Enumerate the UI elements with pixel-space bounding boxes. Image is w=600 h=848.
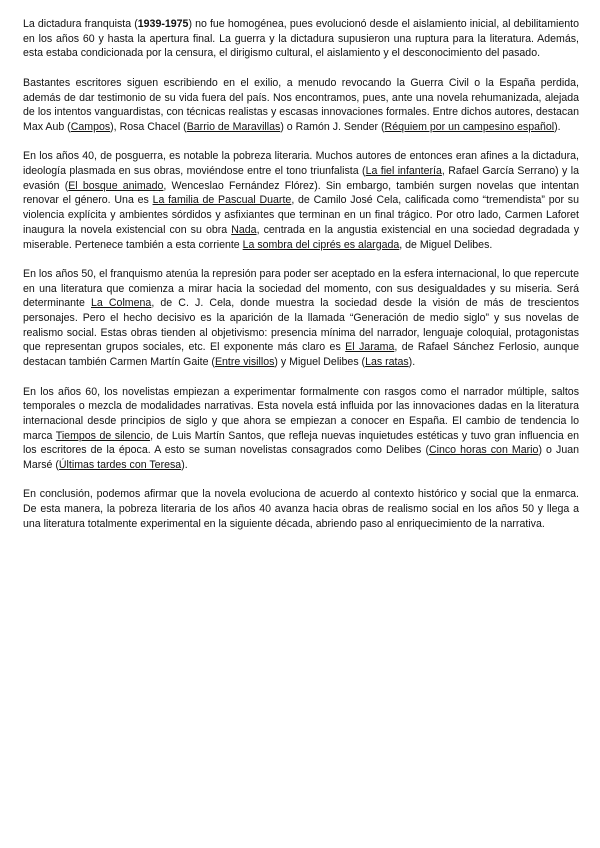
text-run: , Wenceslao Fernández Flórez). Sin embargo, también surgen novelas que intentan renovar el género. Una es [23,179,579,207]
text-run: , de C. J. Cela, donde muestra la sociedad desde la visión de más de trescientos personajes. Pero el hecho decisivo es la aparición de la llamada “Generación de medio siglo” y sus novelas de realismo social. Estas obras tienden al objetivismo: presencia mínima del narrador, lenguaje coloquial, protagonistas que representan grupos sociales, etc. El exponente más claro es [23,297,580,354]
paragraph-50s [23,267,579,370]
paragraph-conclusion [23,487,579,531]
text-run: La dictadura franquista ( [23,18,138,30]
paragraph-intro [23,17,579,61]
book-title: Tiempos de silencio [55,429,151,442]
text-run: , de Rafael Sánchez Ferlosio, aunque destacan también Carmen Martín Gaite ( [23,341,579,369]
bold-dates: 1939-1975 [137,18,189,30]
book-title: Entre visillos [214,356,275,369]
book-title: Últimas tardes con Teresa [58,459,182,472]
book-title: Las ratas [365,356,409,369]
text-run: , de Luis Martín Santos, que refleja nuevas inquietudes estéticas y tuvo gran influencia en los escritores de la época. A esto se suman novelistas consagrados como Delibes ( [23,429,579,457]
text-run: , de Camilo José Cela, calificada como “tremendista” por su violencia explícita y ambientes sórdidos y asfixiantes que terminan en un final trágico. Por otro lado, Carmen Laforet inaugura la novela existencial con su obra [23,194,579,236]
text-run: ) o Juan Marsé ( [23,444,580,472]
document-page [23,17,579,546]
book-title: Barrio de Maravillas [186,120,281,133]
book-title: Campos [70,120,111,133]
paragraph-exile [23,76,579,135]
text-run: ). [181,459,188,472]
text-run: En los años 60, los novelistas empiezan a experimentar formalmente con rasgos como el narrador múltiple, saltos temporales o mezcla de modalidades narrativas. Esta novela está influida por las innovaciones dadas en la literatura internacional desde principios de siglo y que ahora se empiezan a conocer en España. El cambio de tendencia lo marca [23,385,579,442]
text-run: ) y Miguel Delibes ( [274,356,366,369]
paragraph-60s [23,385,579,473]
text-run: , centrada en la angustia existencial en una sociedad degradada y miserable. Pertenece también a esta corriente [23,223,579,251]
paragraph-40s [23,149,579,252]
book-title: Nada [231,223,257,236]
text-run: Bastantes escritores siguen escribiendo en el exilio, a menudo revocando la Guerra Civil o la España perdida, además de dar testimonio de su vida fuera del país. Nos encontramos, pues, ante una novela rehumanizada, alejada de los intentos vanguardistas, con técnicas realistas y escasas innovaciones formales. Entre dichos autores, destacan Max Aub ( [23,76,579,133]
book-title: La sombra del ciprés es alargada [242,238,400,251]
text-run: ). [554,120,561,133]
text-run: ) no fue homogénea, pues evolucionó desde el aislamiento inicial, al debilitamiento en los años 60 y hasta la apertura final. La guerra y la dictadura supusieron una ruptura para la literatura. Además, esta estaba condicionada por la censura, el dirigismo cultural, el aislamiento y el desconocimiento del pasado. [23,18,579,60]
text-run: ), Rosa Chacel ( [110,120,187,133]
book-title: La Colmena [90,297,152,310]
text-run: , de Miguel Delibes. [399,238,493,251]
text-run: En conclusión, podemos afirmar que la novela evoluciona de acuerdo al contexto histórico y social que la enmarca. De esta manera, la pobreza literaria de los años 40 avanza hacia obras de realismo social en los años 50 y llega a una literatura totalmente experimental en la siguiente década, abriendo paso al enriquecimiento de la narrativa. [23,488,579,530]
book-title: El Jarama [345,341,395,354]
book-title: Réquiem por un campesino español [384,120,555,133]
text-run: , Rafael García Serrano) y la evasión ( [23,165,579,192]
book-title: Cinco horas con Mario [428,444,539,457]
book-title: El bosque animado [68,179,164,192]
book-title: La familia de Pascual Duarte [152,194,292,207]
text-run: En los años 40, de posguerra, es notable la pobreza literaria. Muchos autores de entonces eran afines a la dictadura, ideología plasmada en sus obras, moviéndose entre el tono triunfalista ( [23,150,579,177]
book-title: La fiel infantería [365,165,442,177]
text-run: En los años 50, el franquismo atenúa la represión para poder ser aceptado en la esfera internacional, lo que repercute en una literatura que comienza a mirar hacia la sociedad del momento, con sus desigualdades y su miseria. Será determinante [23,267,579,310]
text-run: ) o Ramón J. Sender ( [280,120,385,133]
text-run: ). [408,356,416,369]
